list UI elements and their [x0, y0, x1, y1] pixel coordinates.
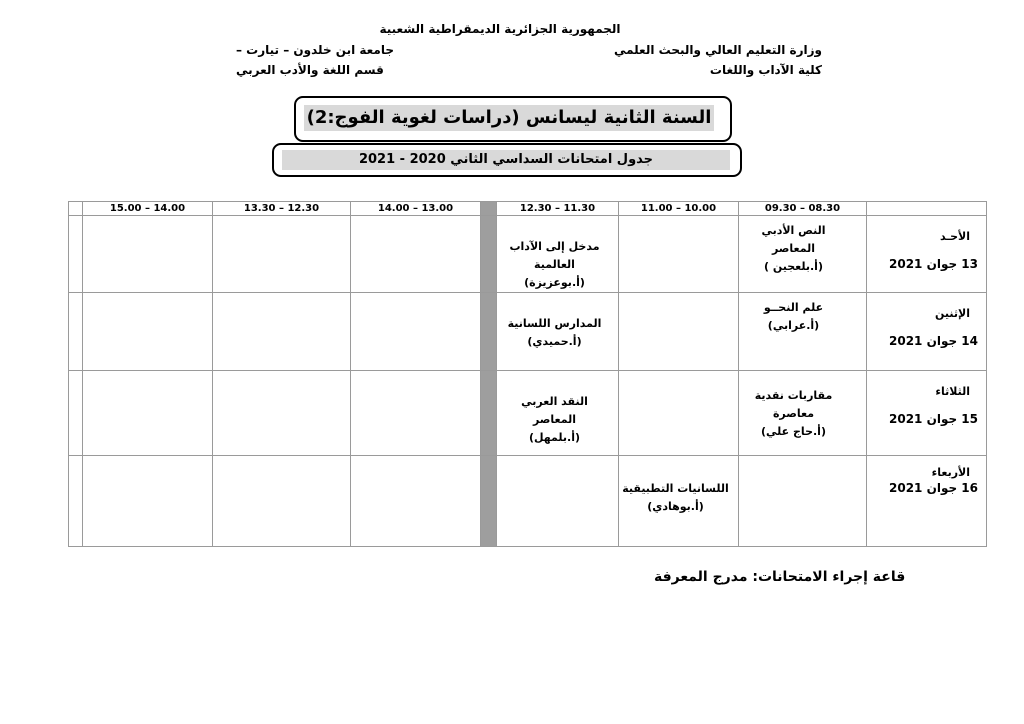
time-slot-header: 12.30 – 11.30 — [497, 202, 619, 216]
exam-cell — [619, 456, 739, 547]
empty-cell — [619, 216, 739, 293]
empty-cell — [351, 293, 481, 371]
exam-teacher: (أ.بلمهل) — [528, 431, 581, 444]
empty-cell — [619, 371, 739, 456]
exam-schedule-table — [68, 201, 987, 547]
schedule-subtitle: جدول امتحانات السداسي الثاني 2020 - 2021 — [282, 150, 730, 170]
table-row — [69, 216, 987, 293]
column-separator — [481, 371, 497, 456]
time-slot-header: 14.00 – 13.00 — [351, 202, 481, 216]
day-name: الأحـد — [939, 230, 970, 243]
day-cell — [867, 216, 987, 293]
page-title: السنة الثانية ليسانس (دراسات لغوية الفوج:2) — [304, 105, 714, 131]
time-slot-header: 11.00 – 10.00 — [619, 202, 739, 216]
time-header-row — [69, 202, 987, 216]
exam-teacher: (أ.حميدي) — [527, 335, 582, 348]
empty-cell — [69, 293, 83, 371]
empty-cell — [213, 293, 351, 371]
exam-subject: المدارس اللسانية — [507, 317, 602, 330]
exam-cell — [497, 293, 619, 371]
empty-cell — [497, 456, 619, 547]
empty-cell — [351, 371, 481, 456]
exam-subject: مدخل إلى الآداب العالمية — [509, 240, 600, 271]
day-name: الأربعاء — [931, 466, 970, 479]
department-header: قسم اللغة والأدب العربي — [236, 63, 384, 77]
exam-cell — [739, 371, 867, 456]
subtitle-box — [272, 143, 742, 177]
column-separator — [481, 202, 497, 216]
empty-cell — [83, 293, 213, 371]
exam-teacher: (أ.بلعجين ) — [764, 260, 823, 273]
exam-subject: مقاربات نقدية معاصرة — [754, 389, 833, 420]
exam-teacher: (أ.بوعزيزة) — [524, 276, 585, 289]
title-box — [294, 96, 732, 142]
exam-teacher: (أ.عرابي) — [767, 319, 820, 332]
header-empty-cell — [69, 202, 83, 216]
day-date: 14 جوان 2021 — [889, 334, 978, 348]
empty-cell — [213, 456, 351, 547]
day-name: الإثنين — [935, 307, 970, 320]
exam-hall-note: قاعة إجراء الامتحانات: مدرج المعرفة — [654, 569, 906, 585]
exam-cell — [739, 293, 867, 371]
republic-header: الجمهورية الجزائرية الديمقراطية الشعبية — [379, 22, 621, 36]
day-cell — [867, 371, 987, 456]
time-slot-header: 13.30 – 12.30 — [213, 202, 351, 216]
empty-cell — [351, 456, 481, 547]
column-separator — [481, 216, 497, 293]
exam-cell — [739, 216, 867, 293]
header-day-cell — [867, 202, 987, 216]
exam-subject: علم النحــو — [763, 301, 824, 314]
empty-cell — [619, 293, 739, 371]
exam-teacher: (أ.بوهادي) — [647, 500, 704, 513]
empty-cell — [213, 216, 351, 293]
faculty-header: كلية الآداب واللغات — [709, 63, 822, 77]
ministry-header: وزارة التعليم العالي والبحث العلمي — [613, 43, 822, 57]
time-slot-header: 09.30 – 08.30 — [739, 202, 867, 216]
table-row — [69, 293, 987, 371]
table-row — [69, 371, 987, 456]
day-date: 13 جوان 2021 — [889, 257, 978, 271]
exam-subject: النص الأدبي المعاصر — [761, 224, 826, 255]
day-date: 15 جوان 2021 — [889, 412, 978, 426]
empty-cell — [83, 371, 213, 456]
day-cell — [867, 456, 987, 547]
day-date: 16 جوان 2021 — [889, 481, 978, 495]
exam-subject: اللسانيات التطبيقية — [622, 482, 729, 495]
empty-cell — [69, 371, 83, 456]
empty-cell — [351, 216, 481, 293]
exam-teacher: (أ.حاج علي) — [761, 425, 826, 438]
empty-cell — [83, 216, 213, 293]
empty-cell — [739, 456, 867, 547]
column-separator — [481, 293, 497, 371]
exam-cell — [497, 371, 619, 456]
empty-cell — [213, 371, 351, 456]
column-separator — [481, 456, 497, 547]
day-name: الثلاثاء — [935, 385, 970, 398]
empty-cell — [69, 216, 83, 293]
exam-cell — [497, 216, 619, 293]
time-slot-header: 15.00 – 14.00 — [83, 202, 213, 216]
exam-subject: النقد العربي المعاصر — [521, 395, 588, 426]
day-cell — [867, 293, 987, 371]
table-row — [69, 456, 987, 547]
empty-cell — [69, 456, 83, 547]
empty-cell — [83, 456, 213, 547]
university-header: جامعة ابن خلدون – تيارت – — [236, 43, 394, 57]
